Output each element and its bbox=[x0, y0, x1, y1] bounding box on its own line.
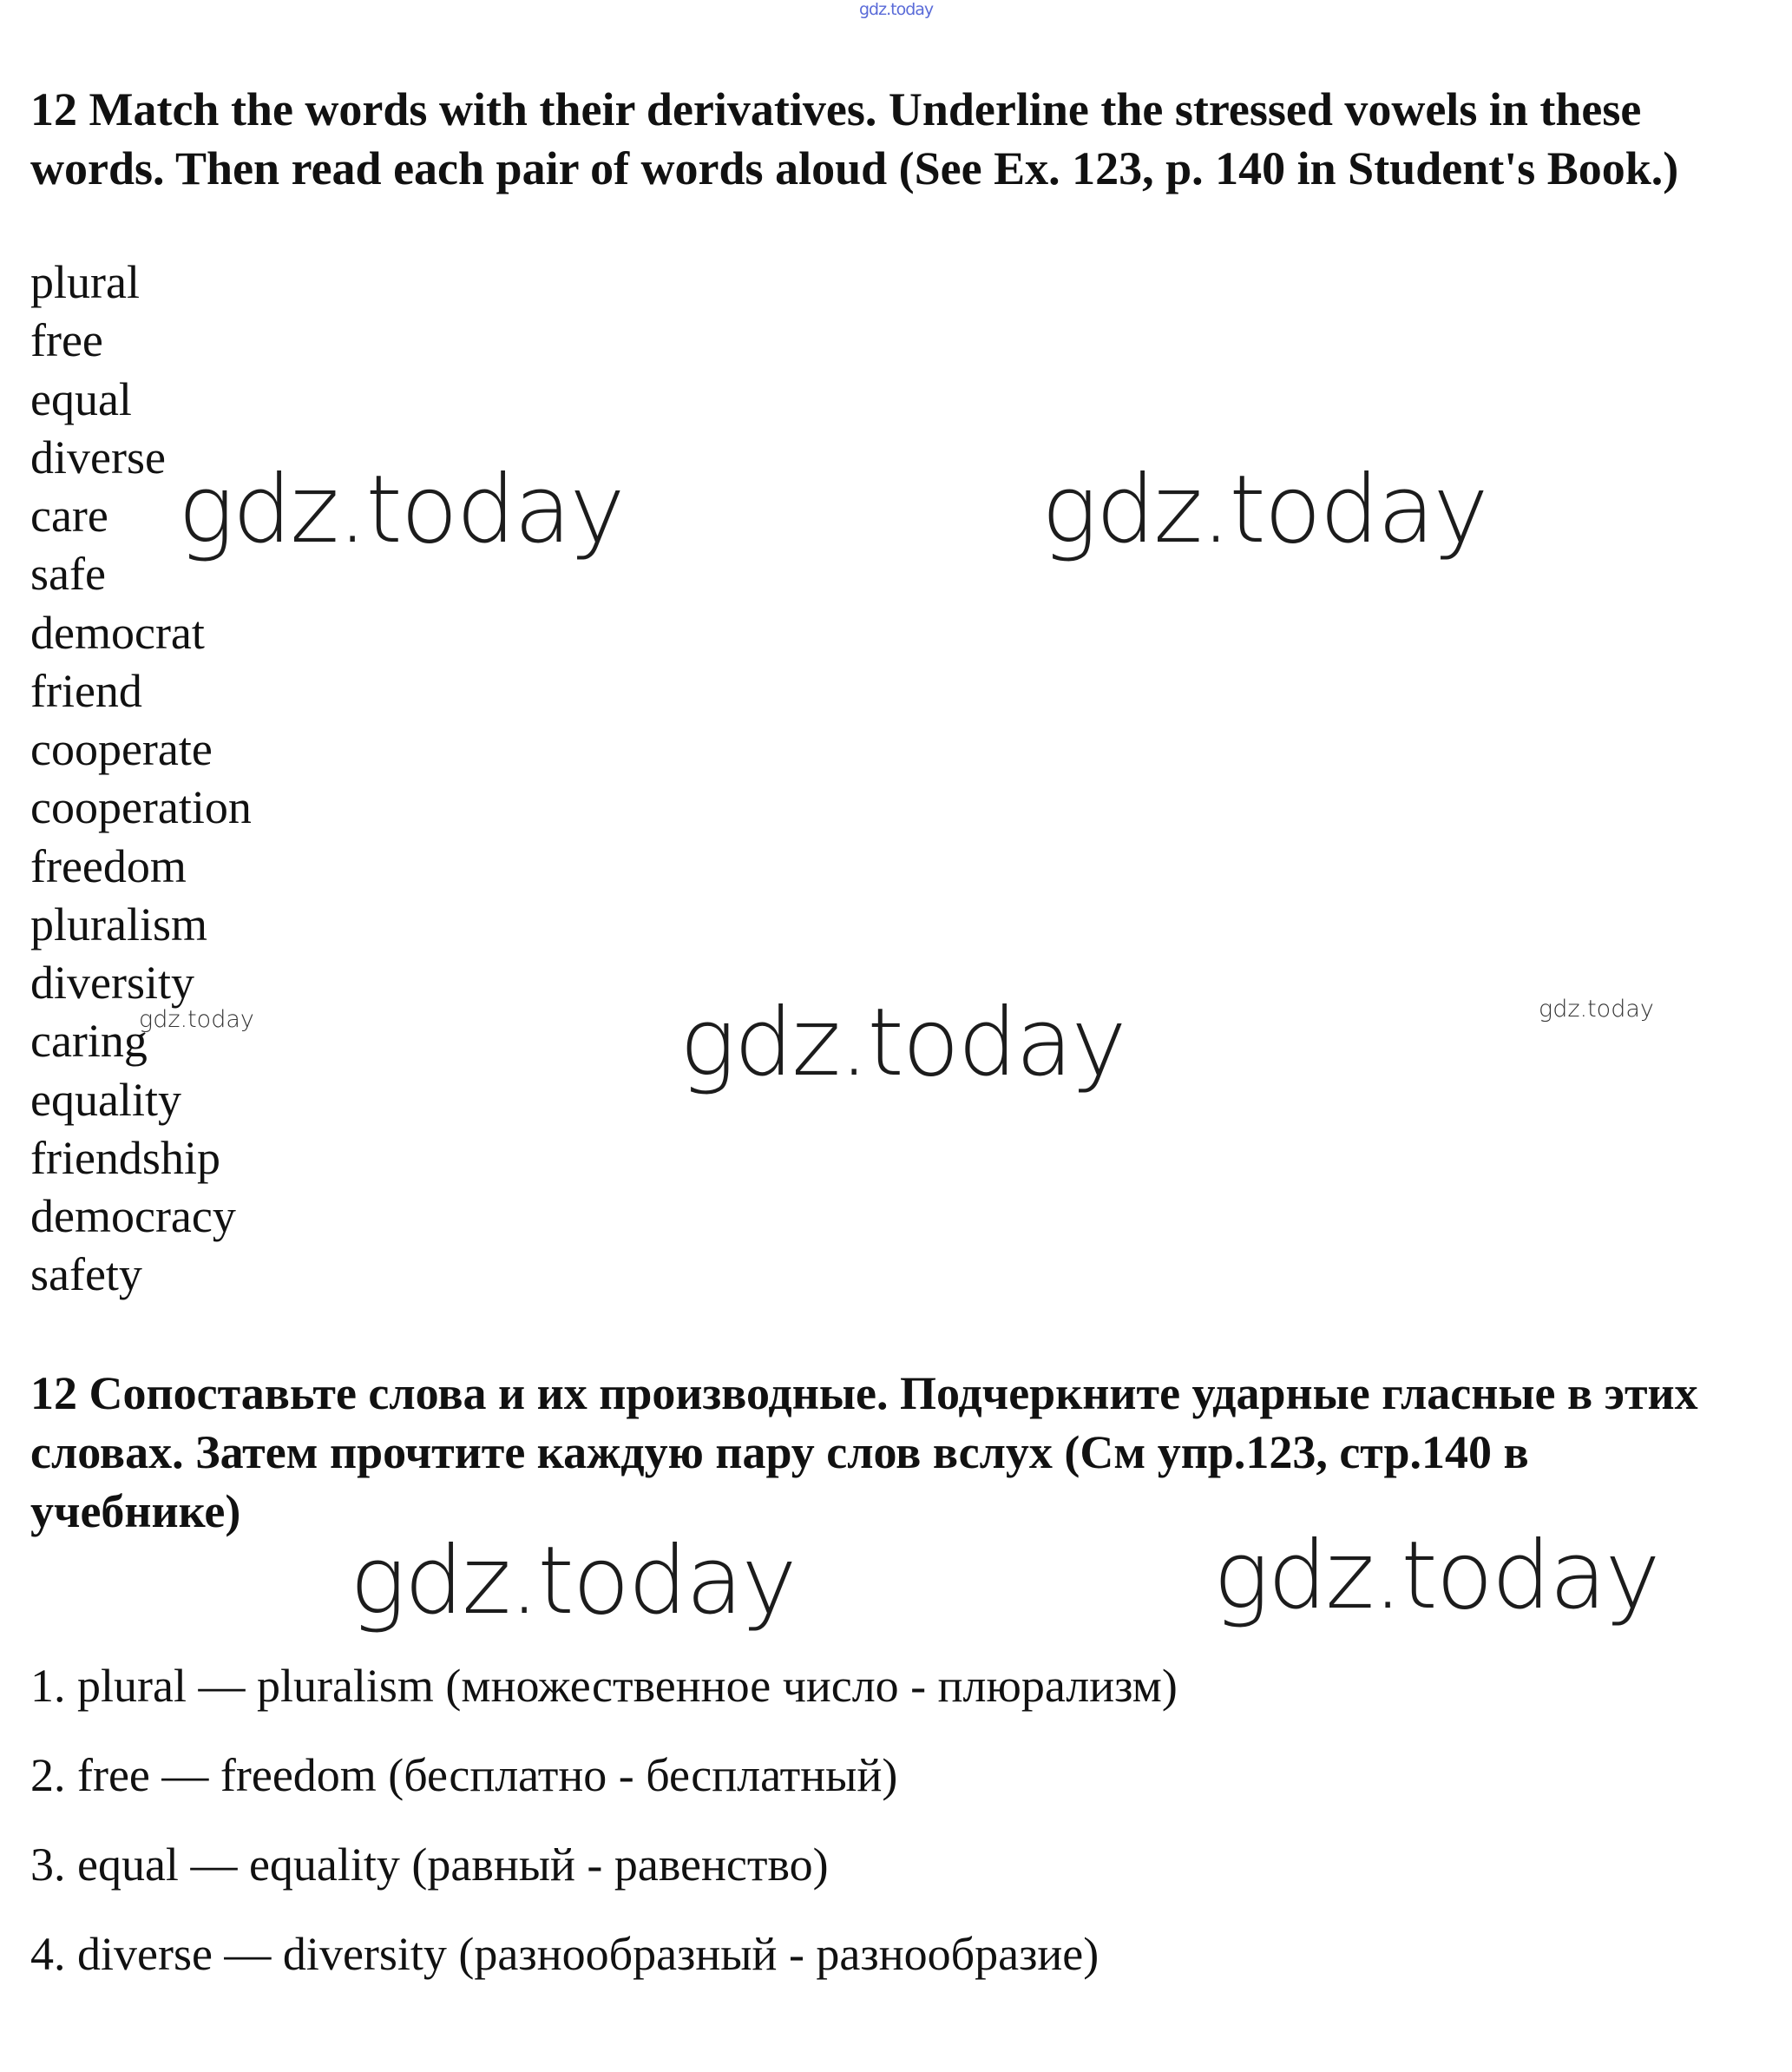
word-list bbox=[30, 253, 252, 1305]
word-item: diversity bbox=[30, 957, 194, 1009]
exercise-heading-english: 12 Match the words with their derivatives. Underline the stressed vowels in these words. Then read each pair of words aloud (See Ex. 123, p. 140 in Student's Book.) bbox=[30, 83, 1679, 194]
word-item: freedom bbox=[30, 839, 187, 892]
word-item: equality bbox=[30, 1073, 181, 1126]
watermark: gdz.today bbox=[178, 456, 624, 564]
word-item: safe bbox=[30, 548, 106, 601]
watermark: gdz.today bbox=[679, 989, 1126, 1097]
word-item: diverse bbox=[30, 431, 166, 483]
word-item: cooperation bbox=[30, 781, 252, 834]
exercise-heading-russian: 12 Сопоставьте слова и их производные. Подчеркните ударные гласные в этих словах. Затем прочтите каждую пару слов вслух (См упр.123, стр.140 в учебнике) bbox=[30, 1367, 1698, 1537]
watermark: gdz.today bbox=[350, 1527, 796, 1635]
watermark: gdz.today bbox=[139, 1006, 254, 1033]
answer-item: 2. free — freedom (бесплатно - бесплатный) bbox=[30, 1749, 898, 1801]
watermark: gdz.today bbox=[1213, 1522, 1659, 1630]
answer-item: 4. diverse — diversity (разнообразный - разнообразие) bbox=[30, 1928, 1099, 1980]
top-watermark: gdz.today bbox=[859, 0, 934, 19]
answer-item: 1. plural — pluralism (множественное число - плюрализм) bbox=[30, 1660, 1178, 1712]
word-item: caring bbox=[30, 1015, 148, 1068]
watermark: gdz.today bbox=[1041, 456, 1487, 564]
word-item: democrat bbox=[30, 606, 205, 659]
word-item: safety bbox=[30, 1248, 142, 1301]
word-item: democracy bbox=[30, 1190, 236, 1242]
watermark: gdz.today bbox=[1539, 996, 1654, 1023]
word-item: friend bbox=[30, 664, 142, 717]
answer-list bbox=[30, 1656, 1178, 2014]
word-item: cooperate bbox=[30, 723, 213, 775]
word-item: friendship bbox=[30, 1131, 220, 1184]
word-item: care bbox=[30, 490, 108, 542]
answer-item: 3. equal — equality (равный - равенство) bbox=[30, 1838, 829, 1891]
word-item: pluralism bbox=[30, 898, 207, 950]
word-item: plural bbox=[30, 256, 140, 308]
word-item: free bbox=[30, 314, 103, 367]
word-item: equal bbox=[30, 372, 132, 425]
